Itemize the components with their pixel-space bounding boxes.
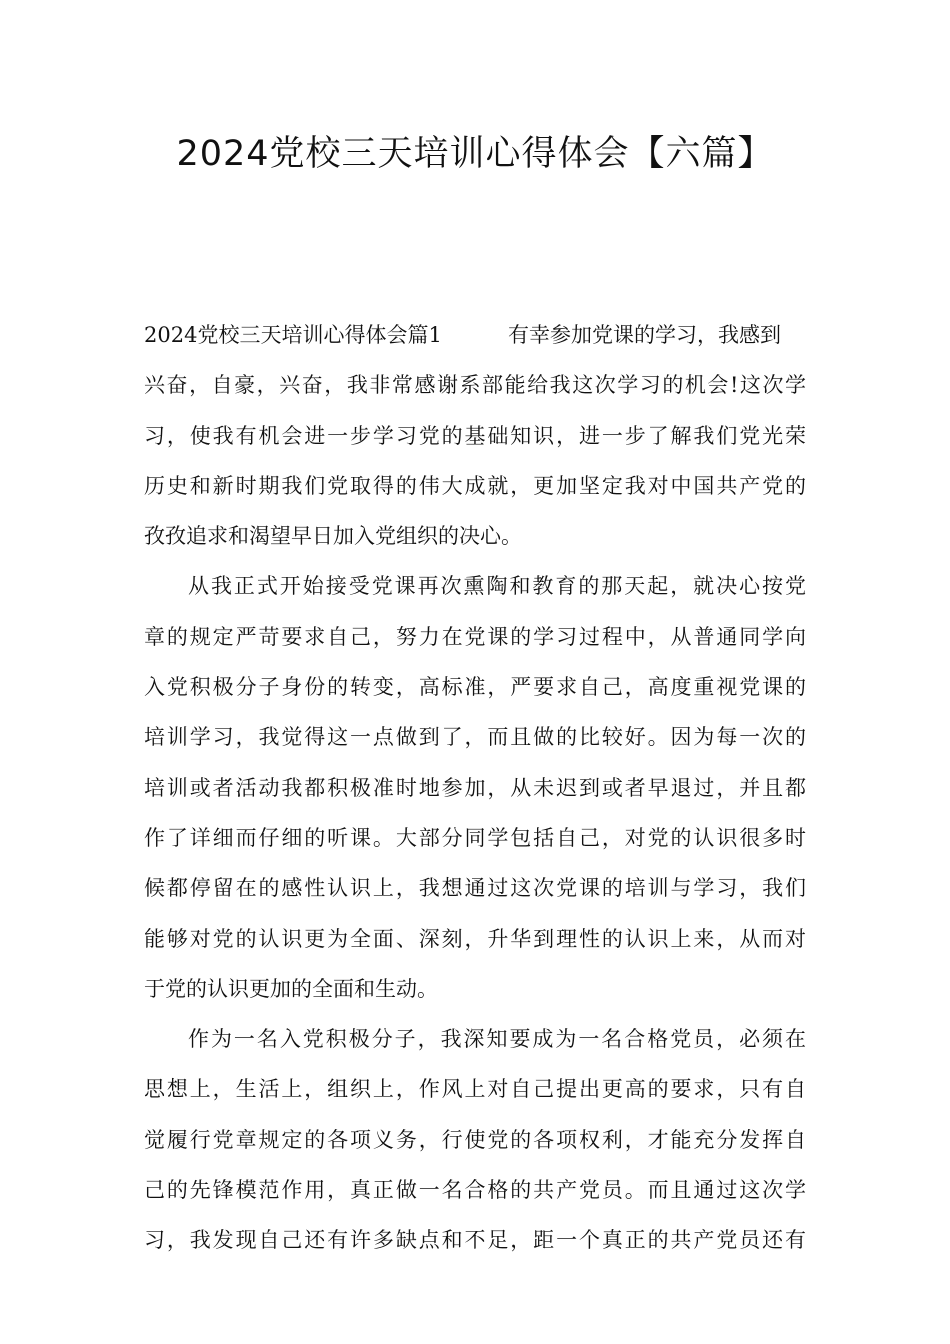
- document-body: [144, 310, 806, 1266]
- paragraph-line: 于党的认识更加的全面和生动。: [144, 976, 438, 1001]
- paragraph-line: 兴奋，自豪，兴奋，我非常感谢系部能给我这次学习的机会!这次学: [144, 373, 806, 398]
- section-heading: 2024党校三天培训心得体会篇1: [144, 323, 442, 347]
- paragraph-line: 培训学习，我觉得这一点做到了，而且做的比较好。因为每一次的: [144, 725, 806, 750]
- paragraph-line: 习，使我有机会进一步学习党的基础知识，进一步了解我们党光荣: [144, 423, 806, 448]
- paragraph-line: 作为一名入党积极分子，我深知要成为一名合格党员，必须在: [188, 1027, 806, 1052]
- paragraph-line: 从我正式开始接受党课再次熏陶和教育的那天起，就决心按党: [188, 574, 806, 599]
- paragraph-line: 觉履行党章规定的各项义务，行使党的各项权利，才能充分发挥自: [144, 1127, 806, 1152]
- paragraph-line: 培训或者活动我都积极准时地参加，从未迟到或者早退过，并且都: [144, 775, 806, 800]
- paragraph-line: 孜孜追求和渴望早日加入党组织的决心。: [144, 524, 522, 549]
- paragraph-line: 入党积极分子身份的转变，高标准，严要求自己，高度重视党课的: [144, 675, 806, 700]
- document-title: 2024党校三天培训心得体会【六篇】: [176, 134, 774, 174]
- paragraph-line-text: 有幸参加党课的学习，我感到: [508, 323, 781, 347]
- paragraph-line: 思想上，生活上，组织上，作风上对自己提出更高的要求，只有自: [144, 1077, 806, 1102]
- paragraph-line: [144, 310, 806, 360]
- paragraph-line: 己的先锋模范作用，真正做一名合格的共产党员。而且通过这次学: [144, 1178, 806, 1203]
- paragraph-line: 候都停留在的感性认识上，我想通过这次党课的培训与学习，我们: [144, 876, 806, 901]
- paragraph-line: 章的规定严苛要求自己，努力在党课的学习过程中，从普通同学向: [144, 624, 806, 649]
- paragraph-line: 作了详细而仔细的听课。大部分同学包括自己，对党的认识很多时: [144, 825, 806, 850]
- paragraph-line: 历史和新时期我们党取得的伟大成就，更加坚定我对中国共产党的: [144, 473, 806, 498]
- paragraph-line: 习，我发现自己还有许多缺点和不足，距一个真正的共产党员还有: [144, 1228, 806, 1253]
- paragraph-line: 能够对党的认识更为全面、深刻，升华到理性的认识上来，从而对: [144, 926, 806, 951]
